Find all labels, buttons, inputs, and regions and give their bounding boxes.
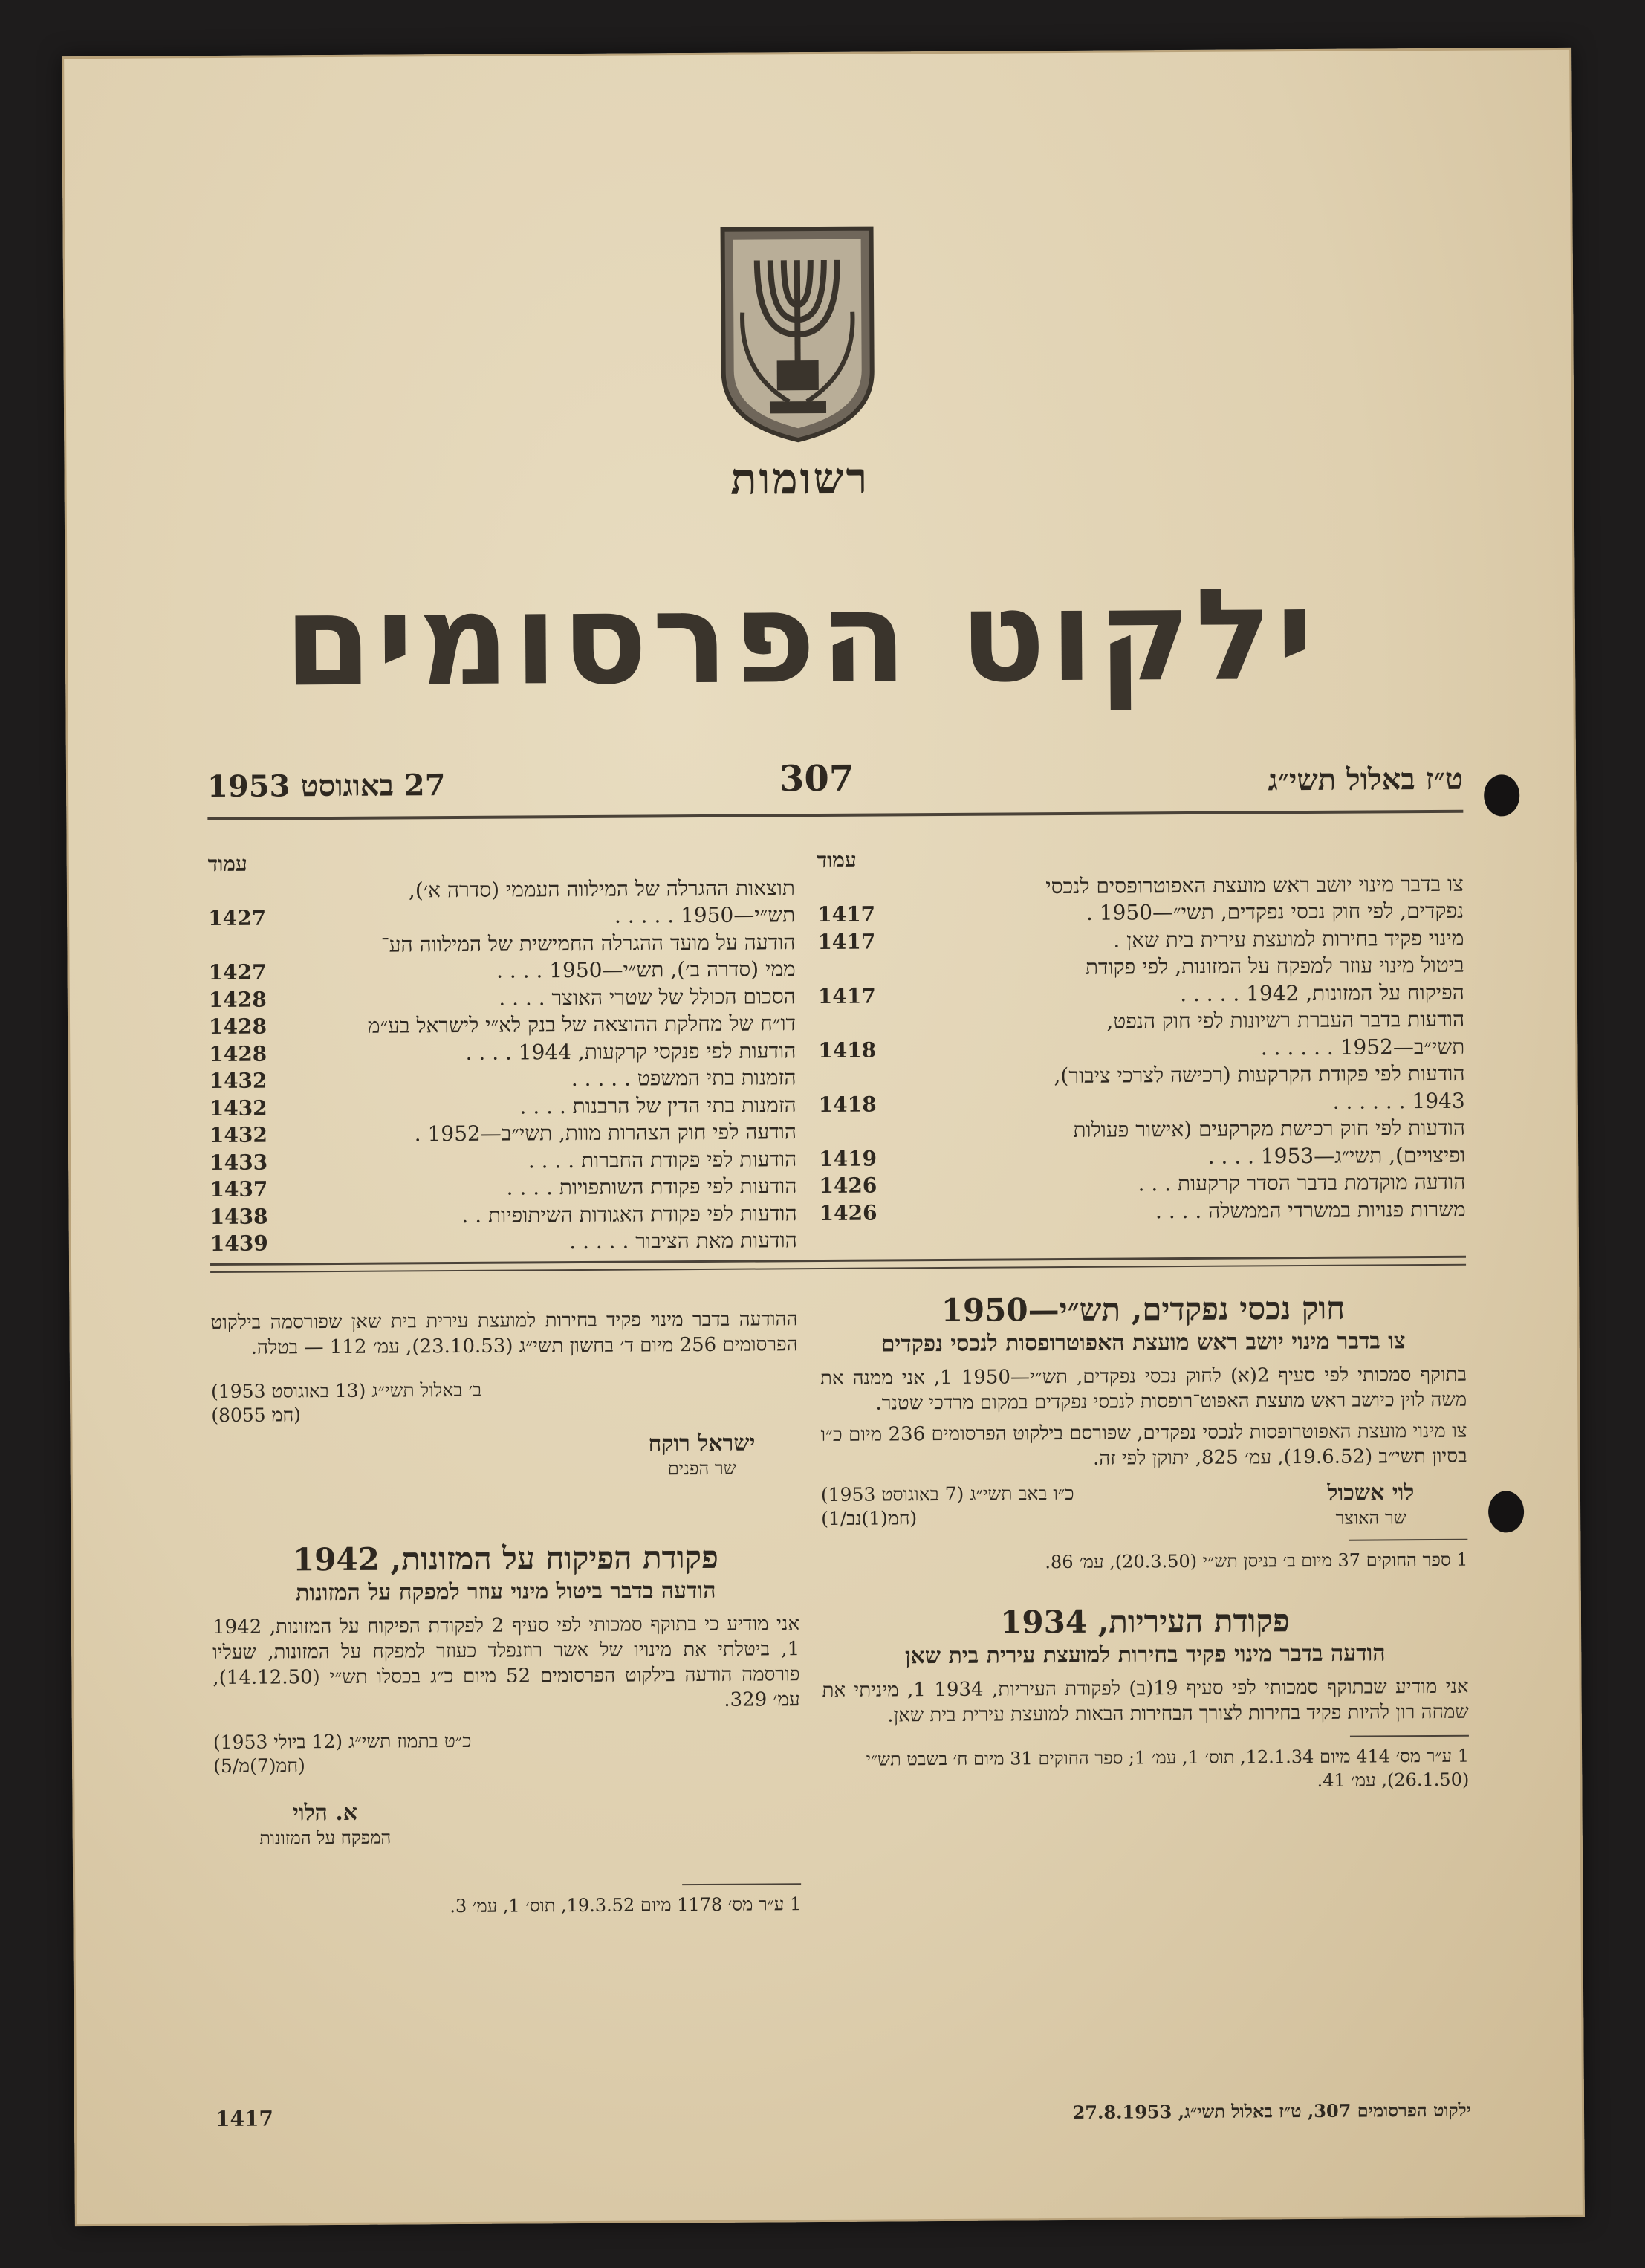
toc-entry-page: 1437 [210,1176,268,1202]
toc-entry-text: תשי״ב—1952 . . . . . . [1260,1034,1465,1060]
toc-entry [819,1115,1465,1146]
toc-entry-page: 1417 [817,983,876,1008]
toc-entry [817,870,1464,901]
toc-entry-page [208,878,267,905]
document-page [62,48,1585,2226]
footnote-rule [1350,1735,1469,1737]
toc-entry-text: ופיצויים), תשי״ג—1953 . . . . [1207,1142,1466,1169]
issue-number: 307 [779,757,854,800]
toc-entry [210,1200,797,1231]
toc-entry-page: 1433 [210,1150,268,1175]
toc-entry [208,929,795,959]
toc-entry-page [818,1064,877,1092]
toc-entry-text: משרות פנויות במשרדי הממשלה . . . . [1155,1196,1466,1223]
hebrew-date: ט״ז באלול תשי״ג [1268,761,1464,798]
footnote-rule [1349,1539,1467,1541]
toc-entry-text: מינוי פקיד בחירות למועצת עירית בית שאן . [1113,925,1464,953]
toc-entry-text: נפקדים, לפי חוק נכסי נפקדים, תשי״—1950 . [1086,898,1464,925]
toc-entry-page: 1432 [209,1095,267,1121]
toc-entry [209,1010,796,1040]
right-column [820,1289,1469,1795]
toc-heading: עמוד [207,851,247,877]
section-subtitle: הודעה בדבר ביטול מינוי עוזר למפקח על המזונות [295,1577,716,1607]
publisher-name: רשומות [730,453,870,505]
signing-date: כ״ט בתמוז תשי״ג (12 ביולי 1953) [212,1729,472,1754]
toc-entry [209,1064,796,1095]
toc-entry-text: הודעות לפי חוק רכישת מקרקעים (אישור פעולות [1073,1115,1466,1142]
toc-heading: עמוד [817,847,857,873]
toc-entry [209,1037,796,1068]
section-rule [210,1264,1466,1273]
toc-entry [208,901,795,932]
toc-entry-page: 1426 [819,1200,877,1225]
toc-left [208,847,797,1257]
paragraph: ההודעה בדבר מינוי פקיד בחירות למועצת עירית בית שאן שפורסמה בילקוט הפרסומים 256 מיום ד׳ בחשון תשי״ג (23.10.53), עמ׳ 112 — בטלה. [210,1308,798,1359]
toc-entry [818,1033,1464,1064]
toc-entry [817,898,1464,929]
section-rule [210,1256,1466,1266]
section-title: חוק נכסי נפקדים, תש״י—1950 [941,1289,1346,1329]
state-emblem-icon [716,223,878,447]
toc-entry-page: 1428 [209,1041,267,1066]
toc-entry-text: הודעה לפי חוק הצהרות מוות, תשי״ב—1952 . [414,1119,797,1147]
signer-title: המפקח על המזונות [259,1827,392,1849]
toc-entry [817,924,1464,956]
gregorian-date: 27 באוגוסט 1953 [207,768,446,805]
toc-entry [209,983,796,1014]
toc-entry-page [817,874,877,901]
toc-entry-text: הודעה מוקדמת בדבר הסדר קרקעות . . . [1138,1169,1466,1196]
toc-entry [819,1087,1465,1118]
toc-entry-text: דו״ח של מחלקת ההוצאה של בנק לא״י לישראל בע״מ [367,1011,796,1038]
section-title: פקודת הפיקוח על המזונות, 1942 [292,1538,719,1578]
toc-entry-page: 1427 [208,959,267,985]
punch-hole [1488,1491,1524,1532]
toc-entry-text: צו בדבר מינוי יושב ראש מועצת האפוטרופסים לנכסי [1045,871,1464,898]
toc-entry [210,1146,796,1176]
toc-entry [818,952,1464,983]
toc-entry-text: הודעות לפי פקודת השותפויות . . . . [506,1173,797,1200]
section-subtitle: צו בדבר מינוי יושב ראש מועצת האפוטרופסות לנכסי נפקדים [880,1328,1406,1358]
toc-entry-page: 1419 [819,1146,877,1171]
paragraph: בתוקף סמכותי לפי סעיף 2(א) לחוק נכסי נפקדים, תש״י—1950 1, אני ממנה את משה לוין כיושב ראש מועצת האפוט־רופסות לנכסי נפקדים במקום מרדכי שטנר. [820,1363,1467,1415]
toc-entry [820,1196,1466,1227]
toc-entry-page [818,956,877,983]
toc-entry [210,1118,796,1149]
paragraph: אני מודיע כי בתוקף סמכותי לפי סעיף 2 לפקודת הפיקוח על המזונות, 1942 1, ביטלתי את מינויו של אשר רוזנפלד כעוזר למפקח על המזונות, שעליו פורסמה הודעה בילקוט הפרסומים 52 מיום כ״ג בכסלו תש״י (14.12.50), עמ׳ 329. [212,1613,800,1711]
footnote: 1 ע״ר מס׳ 414 מיום 12.1.34, תוס׳ 1, עמ׳ 1; ספר החוקים 31 מיום ח׳ בשבט תש״י (26.1.50), עמ׳ 41. [866,1745,1470,1791]
signing-date: ב׳ באלול תשי״ג (13 באוגוסט 1953) [210,1378,482,1403]
section-subtitle: הודעה בדבר מינוי פקיד בחירות למועצת עירית בית שאן [904,1640,1386,1670]
toc-entry [819,1141,1465,1173]
paragraph: צו מינוי מועצת האפוטרופסות לנכסי נפקדים, שפורסם בילקוט הפרסומים 236 מיום כ״ו בסיון תשי״ב (19.6.52), עמ׳ 825, יתוקן לפי זה. [820,1419,1467,1470]
toc-entry-page: 1426 [819,1173,877,1199]
toc-entry-text: הודעה על מועד ההגרלה החמישית של המילווה הע־ [380,929,796,957]
toc-entry-page: 1428 [208,987,267,1012]
toc-entry-text: 1943 . . . . . . [1332,1088,1465,1114]
reference-code: (חמ(1)נב/1) [821,1507,918,1530]
toc-entry-text: תוצאות ההגרלה של המילווה העממי (סדרה א׳), [408,875,796,902]
toc-entry-page: 1417 [817,929,876,954]
toc-entry-page: 1432 [209,1122,268,1148]
toc-entry-text: הסכום הכולל של שטרי האוצר . . . . [499,983,796,1011]
toc-entry-page: 1439 [210,1231,268,1257]
toc-entry-page [208,932,267,959]
toc-entry-page: 1428 [208,1014,267,1040]
toc-entry-text: הודעות בדבר העברת רשיונות לפי חוק הנפט, [1106,1006,1465,1034]
reference-code: (חמ(7)מ/5) [213,1755,305,1778]
toc-entry [209,956,796,986]
footnote: 1 ע״ר מס׳ 1178 מיום 19.3.52, תוס׳ 1, עמ׳ 3. [450,1893,802,1917]
toc-entry [210,1227,797,1257]
section-title: פקודת העיריות, 1934 [1000,1602,1290,1641]
toc-entry [210,1092,796,1122]
toc-entry-text: הודעות לפי פקודת החברות . . . . [528,1146,797,1173]
toc-entry-page [818,1010,877,1037]
signer-name: לוי אשכול [1327,1480,1415,1506]
toc-entry [818,979,1464,1010]
toc-entry-page [819,1118,878,1146]
signer-name: ישראל רוקח [648,1430,756,1457]
toc-entry-page: 1438 [210,1204,268,1229]
header-rule [207,810,1463,820]
signer-title: שר הפנים [667,1457,736,1480]
toc-entry-page: 1427 [208,905,267,931]
toc-entry-text: הפיקוח על המזונות, 1942 . . . . . [1180,979,1464,1006]
toc-entry-text: הודעות מאת הציבור . . . . . [569,1228,797,1254]
punch-hole [1484,774,1519,816]
toc-entry [210,1173,796,1203]
toc-entry-text: ביטול מינוי עוזר למפקח על המזונות, לפי פקודת [1085,952,1464,979]
toc-entry [819,1169,1465,1200]
toc-entry-page: 1418 [818,1037,877,1063]
signer-title: שר האוצר [1335,1507,1406,1529]
reference-code: (חמ 8055) [211,1404,302,1427]
toc-entry-page: 1418 [818,1092,877,1117]
left-column [210,1300,801,1919]
footer-line: ילקוט הפרסומים 307, ט״ז באלול תשי״ג, 27.8.1953 [1072,2099,1472,2123]
toc-entry-text: תש״י—1950 . . . . . [614,902,796,928]
toc-entry-page: 1417 [817,901,876,927]
toc-entry [208,875,795,905]
toc-entry-page: 1432 [209,1068,267,1094]
signing-date: כ״ו באב תשי״ג (7 באוגוסט 1953) [820,1482,1074,1506]
footnote: 1 ספר החוקים 37 מיום ב׳ בניסן תש״י (20.3.50), עמ׳ 86. [1045,1549,1468,1573]
toc-right [817,843,1466,1227]
toc-entry-text: ממי (סדרה ב׳), תש״י—1950 . . . . [496,956,796,983]
toc-entry-text: הודעות לפי פקודת הקרקעות (רכישה לצרכי ציבור), [1054,1060,1465,1089]
signer-name: א. הלוי [292,1799,358,1827]
publication-title: ילקוט הפרסומים [283,561,1319,716]
toc-entry-text: הזמנות בתי המשפט . . . . . [571,1065,796,1092]
paragraph: אני מודיע שבתוקף סמכותי לפי סעיף 19(ב) לפקודת העיריות, 1934 1, מיניתי את שמחה רון להיות פקיד בחירות לצורך הבחירות הבאות למועצת עירית בית שאן. [822,1675,1469,1727]
toc-entry [818,1060,1464,1092]
toc-entry-text: הזמנות בתי הדין של הרבנות . . . . [519,1092,796,1118]
toc-entry-text: הודעות לפי פקודת האגודות השיתופיות . . [461,1200,797,1228]
footnote-rule [682,1883,801,1885]
toc-entry-text: הודעות לפי פנקסי קרקעות, 1944 . . . . [465,1037,796,1065]
toc-entry [818,1006,1464,1037]
page-number: 1417 [215,2106,274,2132]
